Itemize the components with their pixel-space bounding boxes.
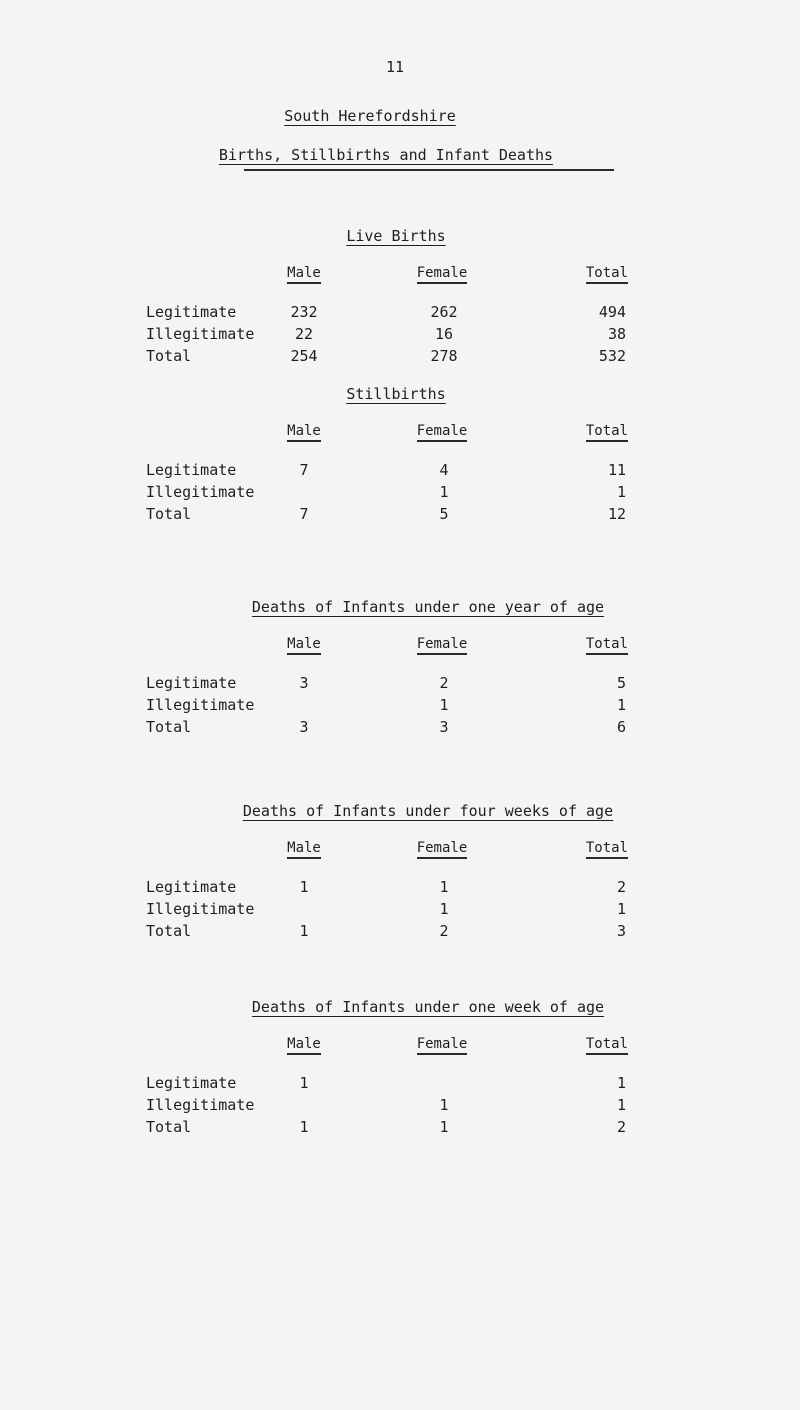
section-deaths-under-one-year [0, 598, 800, 778]
col-header-total-text: Total [586, 1036, 628, 1055]
section-title [0, 227, 796, 245]
row-label: Total [146, 1118, 192, 1136]
row-label: Total [146, 505, 192, 523]
section-deaths-under-four-weeks [0, 802, 800, 982]
section-title [28, 998, 800, 1016]
document-subtitle-text: Births, Stillbirths and Infant Deaths [218, 146, 554, 164]
total-value: 2 [616, 878, 626, 896]
female-value: 2 [439, 674, 449, 692]
male-value: 1 [299, 1074, 309, 1092]
male-value: 1 [299, 1118, 309, 1136]
section-title [0, 385, 796, 403]
total-value: 1 [616, 1074, 626, 1092]
table-row [0, 900, 800, 922]
row-label: Illegitimate [146, 483, 255, 501]
section-stillbirths [0, 385, 800, 565]
col-header-male [244, 423, 364, 439]
col-header-female-text: Female [417, 423, 468, 442]
female-value: 2 [439, 922, 449, 940]
total-value: 1 [616, 483, 626, 501]
row-label: Total [146, 718, 192, 736]
total-value: 494 [598, 303, 626, 321]
table-row [0, 922, 800, 944]
female-value: 5 [439, 505, 449, 523]
col-header-female [382, 423, 502, 439]
total-value: 532 [598, 347, 626, 365]
section-title [28, 802, 800, 820]
male-value: 7 [299, 505, 309, 523]
table-row [0, 461, 800, 483]
col-header-male [244, 265, 364, 281]
female-value: 1 [439, 1118, 449, 1136]
table-row [0, 674, 800, 696]
table-row [0, 325, 800, 347]
row-label: Illegitimate [146, 325, 255, 343]
col-header-total-text: Total [586, 423, 628, 442]
col-header-total [570, 840, 628, 856]
total-value: 2 [616, 1118, 626, 1136]
male-value: 1 [299, 922, 309, 940]
section-title-text: Deaths of Infants under one year of age [251, 598, 605, 616]
col-header-total [570, 265, 628, 281]
col-header-male [244, 636, 364, 652]
table-row [0, 347, 800, 369]
female-value: 4 [439, 461, 449, 479]
col-header-male-text: Male [287, 423, 321, 442]
col-header-total-text: Total [586, 636, 628, 655]
col-header-male-text: Male [287, 636, 321, 655]
table-row [0, 878, 800, 900]
section-title-text: Live Births [346, 227, 446, 245]
col-header-total [570, 1036, 628, 1052]
section-title-text: Deaths of Infants under four weeks of age [242, 802, 614, 820]
female-value: 1 [439, 900, 449, 918]
table-row [0, 303, 800, 325]
col-header-female [382, 1036, 502, 1052]
table-row [0, 718, 800, 740]
col-header-female [382, 636, 502, 652]
col-header-female-text: Female [417, 1036, 468, 1055]
female-value: 1 [439, 878, 449, 896]
col-header-male-text: Male [287, 840, 321, 859]
col-header-male-text: Male [287, 1036, 321, 1055]
table-row [0, 483, 800, 505]
female-value: 1 [439, 696, 449, 714]
document-subtitle [0, 146, 786, 164]
document-title-text: South Herefordshire [284, 107, 456, 125]
section-title-text: Deaths of Infants under one week of age [251, 998, 605, 1016]
female-value: 16 [434, 325, 454, 343]
col-header-male [244, 1036, 364, 1052]
row-label: Legitimate [146, 461, 237, 479]
row-label: Illegitimate [146, 1096, 255, 1114]
row-label: Total [146, 922, 192, 940]
table-row [0, 1096, 800, 1118]
male-value: 3 [299, 718, 309, 736]
section-deaths-under-one-week [0, 998, 800, 1178]
total-value: 1 [616, 1096, 626, 1114]
male-value: 22 [294, 325, 314, 343]
female-value: 3 [439, 718, 449, 736]
total-value: 6 [616, 718, 626, 736]
page-number: 11 [386, 58, 405, 76]
col-header-total-text: Total [586, 840, 628, 859]
male-value: 232 [290, 303, 318, 321]
total-value: 12 [607, 505, 626, 523]
col-header-female-text: Female [417, 636, 468, 655]
total-value: 38 [607, 325, 626, 343]
total-value: 5 [616, 674, 626, 692]
row-label: Illegitimate [146, 900, 255, 918]
table-row [0, 1074, 800, 1096]
col-header-total [570, 636, 628, 652]
section-title-text: Stillbirths [346, 385, 446, 403]
row-label: Legitimate [146, 878, 237, 896]
col-header-female-text: Female [417, 265, 468, 284]
subtitle-rule [244, 169, 614, 171]
row-label: Total [146, 347, 192, 365]
col-header-female [382, 840, 502, 856]
male-value: 3 [299, 674, 309, 692]
row-label: Illegitimate [146, 696, 255, 714]
row-label: Legitimate [146, 1074, 237, 1092]
male-value: 1 [299, 878, 309, 896]
table-row [0, 1118, 800, 1140]
male-value: 254 [290, 347, 318, 365]
total-value: 3 [616, 922, 626, 940]
female-value: 278 [430, 347, 458, 365]
row-label: Legitimate [146, 303, 237, 321]
table-row [0, 505, 800, 527]
col-header-total [570, 423, 628, 439]
female-value: 1 [439, 1096, 449, 1114]
document-title [0, 107, 770, 125]
total-value: 1 [616, 900, 626, 918]
section-live-births [0, 227, 800, 407]
col-header-male-text: Male [287, 265, 321, 284]
col-header-male [244, 840, 364, 856]
row-label: Legitimate [146, 674, 237, 692]
female-value: 1 [439, 483, 449, 501]
total-value: 11 [607, 461, 626, 479]
total-value: 1 [616, 696, 626, 714]
section-title [28, 598, 800, 616]
male-value: 7 [299, 461, 309, 479]
col-header-female-text: Female [417, 840, 468, 859]
female-value: 262 [430, 303, 458, 321]
col-header-total-text: Total [586, 265, 628, 284]
col-header-female [382, 265, 502, 281]
table-row [0, 696, 800, 718]
